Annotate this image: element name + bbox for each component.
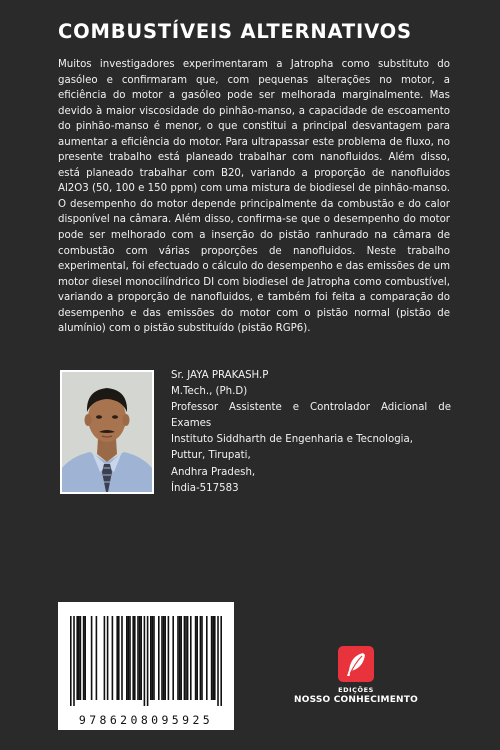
barcode-bar: [83, 616, 85, 700]
barcode-bar: [220, 616, 222, 706]
book-description: Muitos investigadores experimentaram a Jatropha como substituto do gasóleo e confirmaram que, com pequenas alterações no motor, a eficiência do motor a gasóleo pode ser melhorada marginalmente. Mas devido à maior viscosidade do pinhão-manso, a capacidade de escoamento do pinhão-manso é menor, o que constitui a principal desvantagem para aumentar a eficiência do motor. Para ultrapassar este problema de fluxo, no presente trabalho está planeado trabalhar com nanofluidos. Além disso, está planeado trabalhar com B20, variando a proporção de nanofluidos Al2O3 (50, 100 e 150 ppm) com uma mistura de biodiesel de pinhão-manso. O desempenho do motor depende principalmente da combustão e do calor disponível na câmara. Além disso, confirma-se que o desempenho do motor pode ser melhorado com a inserção do pistão ranhurado na câmara de combustão com várias proporções de nanofluidos. Neste trabalho experimental, foi efectuado o cálculo do desempenho e das emissões de um motor diesel monocilíndrico DI com biodiesel de Jatropha como combustível, variando a proporção de nanofluidos, e também foi feita a comparação do desempenho e das emissões do motor com o pistão normal (pistão de alumínio) com o pistão substituído (pistão RGP6).: [58, 59, 450, 335]
barcode-bar: [201, 616, 203, 700]
author-state: Andhra Pradesh,: [171, 466, 256, 478]
publisher-line1: EDIÇÕES: [338, 686, 374, 694]
barcode-bar: [73, 616, 75, 706]
author-country: Índia-517583: [171, 482, 239, 494]
author-name: Sr. JAYA PRAKASH.P: [171, 370, 269, 381]
barcode-bar: [152, 616, 154, 700]
barcode-bar: [107, 616, 109, 700]
barcode-bar: [179, 616, 181, 700]
barcode-bar: [150, 616, 152, 700]
barcode-bar: [185, 616, 187, 700]
book-title: COMBUSTÍVEIS ALTERNATIVOS: [58, 20, 412, 43]
barcode-bar: [91, 616, 93, 700]
author-photo: [60, 370, 154, 494]
barcode-bar: [164, 616, 166, 700]
barcode-bar: [139, 616, 141, 700]
barcode-bar: [132, 616, 134, 700]
barcode-bar: [129, 616, 131, 700]
barcode-bar: [80, 616, 82, 700]
barcode-bar: [195, 616, 197, 700]
barcode-bar: [112, 616, 114, 700]
barcode-bar: [172, 616, 174, 700]
barcode-bar: [76, 616, 78, 700]
author-city: Puttur, Tirupati,: [171, 450, 251, 462]
barcode-bar: [184, 616, 186, 700]
barcode-bar: [126, 616, 128, 700]
barcode-bar: [128, 616, 130, 700]
barcode-bar: [177, 616, 179, 700]
barcode-bar: [206, 616, 208, 700]
barcode-bar: [187, 616, 189, 700]
author-portrait-image: [62, 372, 152, 492]
barcode-bar: [134, 616, 136, 700]
author-info: [171, 368, 451, 497]
barcode-bar: [118, 616, 120, 700]
barcode-bar: [196, 616, 198, 700]
barcode-bar: [147, 616, 149, 706]
barcode-bar: [137, 616, 139, 700]
barcode-bars: [58, 602, 234, 714]
barcode-bar: [214, 616, 216, 700]
barcode-bar: [211, 616, 213, 700]
barcode-bar: [84, 616, 86, 700]
isbn-barcode: [58, 602, 234, 730]
barcode-bar: [121, 616, 123, 700]
author-degree: M.Tech., (Ph.D): [171, 386, 248, 398]
feather-icon: [338, 646, 374, 682]
barcode-bar: [70, 616, 72, 706]
author-institute: Instituto Siddharth de Engenharia e Tecnologia,: [171, 434, 413, 446]
barcode-bar: [158, 616, 160, 700]
barcode-bar: [200, 616, 202, 700]
barcode-bar: [78, 616, 80, 700]
barcode-bar: [161, 616, 163, 700]
barcode-bar: [96, 616, 98, 700]
barcode-bar: [168, 616, 170, 700]
barcode-bar: [217, 616, 219, 706]
barcode-bar: [116, 616, 118, 700]
publisher-logo: [290, 646, 422, 708]
author-position: Professor Assistente e Controlador Adicional de Exames: [171, 402, 451, 430]
barcode-bar: [140, 616, 142, 700]
barcode-bar: [144, 616, 146, 706]
barcode-bar: [212, 616, 214, 700]
barcode-bar: [104, 616, 106, 700]
publisher-line2: NOSSO CONHECIMENTO: [294, 695, 418, 705]
barcode-bar: [153, 616, 155, 700]
barcode-bar: [190, 616, 192, 700]
barcode-bar: [163, 616, 165, 700]
barcode-bar: [180, 616, 182, 700]
isbn-number: 9786208095925: [78, 713, 214, 727]
